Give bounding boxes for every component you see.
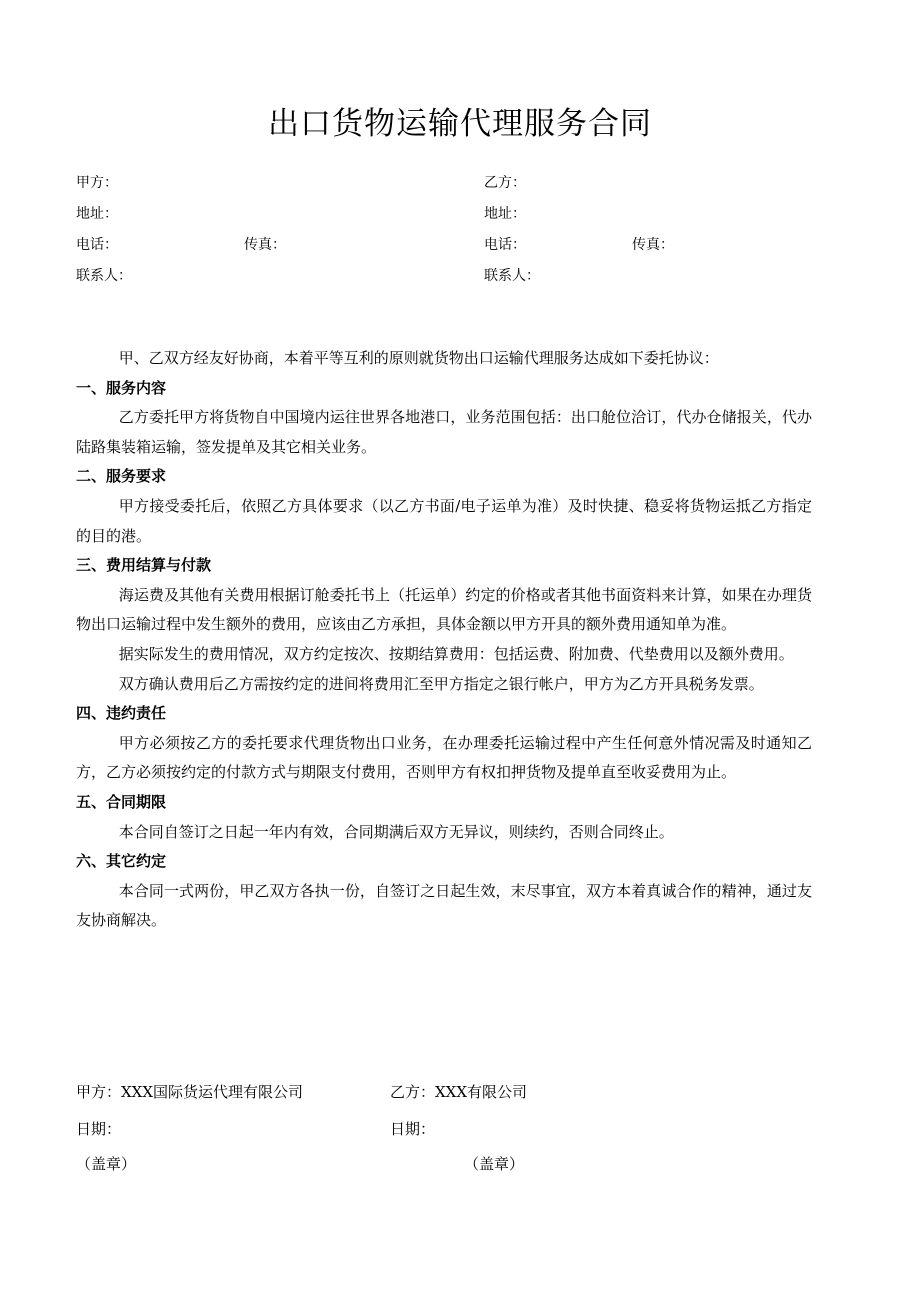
section-paragraph: 海运费及其他有关费用根据订舱委托书上（托运单）约定的价格或者其他书面资料来计算，如果在办理货物出口运输过程中发生额外的费用，应该由乙方承担，具体金额以甲方开具的额外费用通知单为准。 — [76, 585, 812, 634]
section-paragraph: 据实际发生的费用情况，双方约定按次、按期结算费用：包括运费、附加费、代垫费用以及额外费用。 — [118, 644, 794, 663]
section-paragraph: 甲方接受委托后，依照乙方具体要求（以乙方书面/电子运单为准）及时快捷、稳妥将货物运抵乙方指定的目的港。 — [76, 496, 812, 545]
party-a-address-label: 地址： — [76, 206, 118, 222]
section-paragraph: 甲方必须按乙方的委托要求代理货物出口业务，在办理委托运输过程中产生任何意外情况需及时通知乙方，乙方必须按约定的付款方式与期限支付费用，否则甲方有权扣押货物及提单直至收妥费用为止。 — [76, 733, 812, 782]
section-heading-service-requirements: 二、服务要求 — [76, 467, 167, 486]
party-b-phone-label: 电话： — [484, 237, 526, 253]
section-heading-fee-settlement: 三、费用结算与付款 — [76, 556, 212, 575]
page-title: 出口货物运输代理服务合同 — [268, 106, 652, 142]
party-b-address-label: 地址： — [484, 206, 526, 222]
section-heading-other: 六、其它约定 — [76, 852, 167, 871]
party-b-fax-label: 传真： — [632, 237, 674, 253]
section-paragraph: 本合同一式两份，甲乙双方各执一份，自签订之日起生效，末尽事宜，双方本着真诚合作的精神，通过友友协商解决。 — [76, 881, 812, 930]
party-b-contact-label: 联系人： — [484, 268, 540, 284]
section-heading-liability: 四、违约责任 — [76, 704, 167, 723]
seal-note-b: （盖章） — [464, 1155, 525, 1173]
party-a-label: 甲方： — [76, 175, 118, 191]
party-a-contact-label: 联系人： — [76, 268, 132, 284]
party-a-fax-label: 传真： — [244, 237, 286, 253]
contract-body — [76, 344, 812, 936]
section-paragraph: 乙方委托甲方将货物自中国境内运往世界各地港口，业务范围包括：出口舱位洽订，代办仓储报关，代办陆路集装箱运输，签发提单及其它相关业务。 — [76, 408, 812, 456]
section-paragraph: 双方确认费用后乙方需按约定的进间将费用汇至甲方指定之银行帐户，甲方为乙方开具税务发票。 — [118, 674, 764, 693]
party-a-phone-label: 电话： — [76, 237, 118, 253]
signature-date-b: 日期： — [390, 1120, 436, 1138]
signature-date-a: 日期： — [76, 1120, 122, 1138]
party-b-label: 乙方： — [484, 175, 526, 191]
signature-party-a: 甲方：XXX国际货运代理有限公司 — [76, 1083, 304, 1101]
section-heading-service-content: 一、服务内容 — [76, 378, 167, 397]
seal-note-a: （盖章） — [76, 1155, 137, 1173]
intro-paragraph: 甲、乙双方经友好协商，本着平等互利的原则就货物出口运输代理服务达成如下委托协议： — [118, 349, 719, 367]
section-paragraph: 本合同自签订之日起一年内有效，合同期满后双方无异议，则续约，否则合同终止。 — [118, 822, 674, 841]
signature-party-b: 乙方：XXX有限公司 — [390, 1083, 528, 1101]
section-heading-term: 五、合同期限 — [76, 792, 167, 811]
